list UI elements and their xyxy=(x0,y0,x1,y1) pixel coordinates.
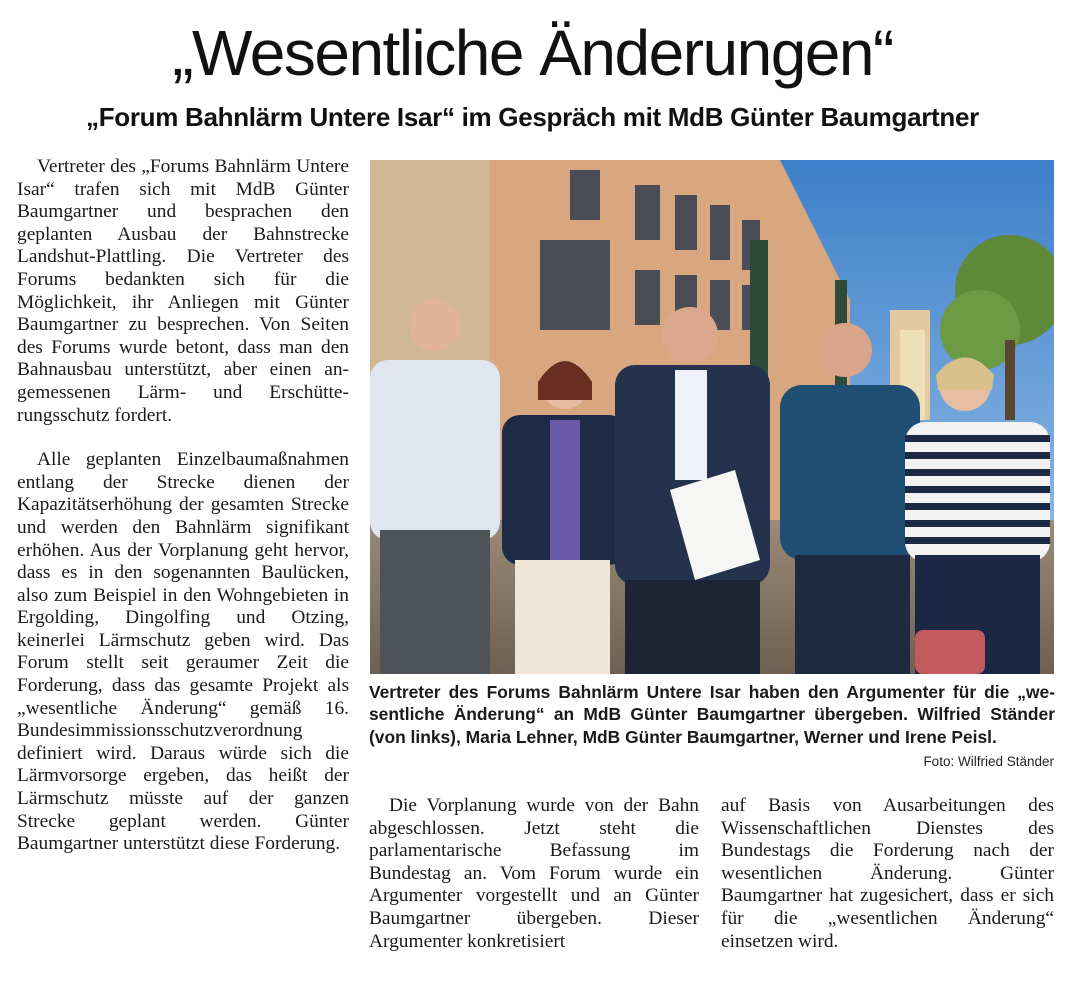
article-column-right xyxy=(721,795,1054,953)
paragraph-2: Alle geplanten Einzelbaumaßnahmen entlang der Strecke dienen der Kapazitätserhöhung der gesamten Strecke und werden den Bahnlärm signifikant erhöhen. Aus der Vorplanung geht hervor, dass es in den sogenannten Baulücken, also zum Beispiel in den Wohngebieten in Ergolding, Dingolfing und Otzing, keinerlei Lärmschutz geben wird. Das Forum stellt seit geraumer Zeit die Forderung, dass das gesamte Projekt als „wesentliche Änderung“ gemäß 16. Bundesimmissionsschutzverordnung definiert wird. Daraus würde sich die Lärmvorsorge ergeben, das heißt der Lärmschutz müsste auf der ganzen Strecke geplant werden. Günter Baumgartner unterstützt diese Forderung. xyxy=(17,449,349,855)
subheadline: „Forum Bahnlärm Untere Isar“ im Gespräch mit MdB Günter Baumgartner xyxy=(86,102,979,132)
paragraph-4: auf Basis von Ausarbeitungen des Wissenschaftlichen Dienstes des Bundestags die Forderung nach der wesentlichen Änderung. Günter Baumgartner hat zugesichert, dass er sich für die „wesentlichen Änderung“ einsetzen wird. xyxy=(721,795,1054,952)
paragraph-3: Die Vorplanung wurde von der Bahn abgeschlossen. Jetzt steht die parlamentarische Befassung im Bundestag an. Vom Forum wurde ein Argumenter vorgestellt und an Günter Baumgartner übergeben. Dieser Argumenter konkretisiert xyxy=(369,795,699,952)
article-column-middle xyxy=(369,795,699,953)
photo-caption: Vertreter des Forums Bahnlärm Untere Isar haben den Argumenter für die „wesentliche Änderung“ an MdB Günter Baumgartner übergeben. Wilfried Ständer (von links), Maria Lehner, MdB Günter Baumgartner, Werner und Irene Peisl. xyxy=(369,682,1055,747)
photo-credit: Foto: Wilfried Ständer xyxy=(923,754,1054,769)
article-column-left xyxy=(17,156,349,856)
paragraph-1: Vertreter des „Forums Bahnlärm Untere Isar“ trafen sich mit MdB Günter Baumgartner und besprachen den geplanten Ausbau der Bahnstrecke Landshut-Plattling. Die Vertreter des Forums bedankten sich für die Möglichkeit, ihr Anliegen mit Günter Baumgartner zu besprechen. Von Seiten des Forums wurde betont, dass man den Bahnausbau unterstützt, aber einen angemessenen Lärm- und Erschütterungsschutz fordert. xyxy=(17,156,349,426)
headline: „Wesentliche Änderungen“ xyxy=(172,17,893,89)
group-photo xyxy=(370,160,1054,674)
